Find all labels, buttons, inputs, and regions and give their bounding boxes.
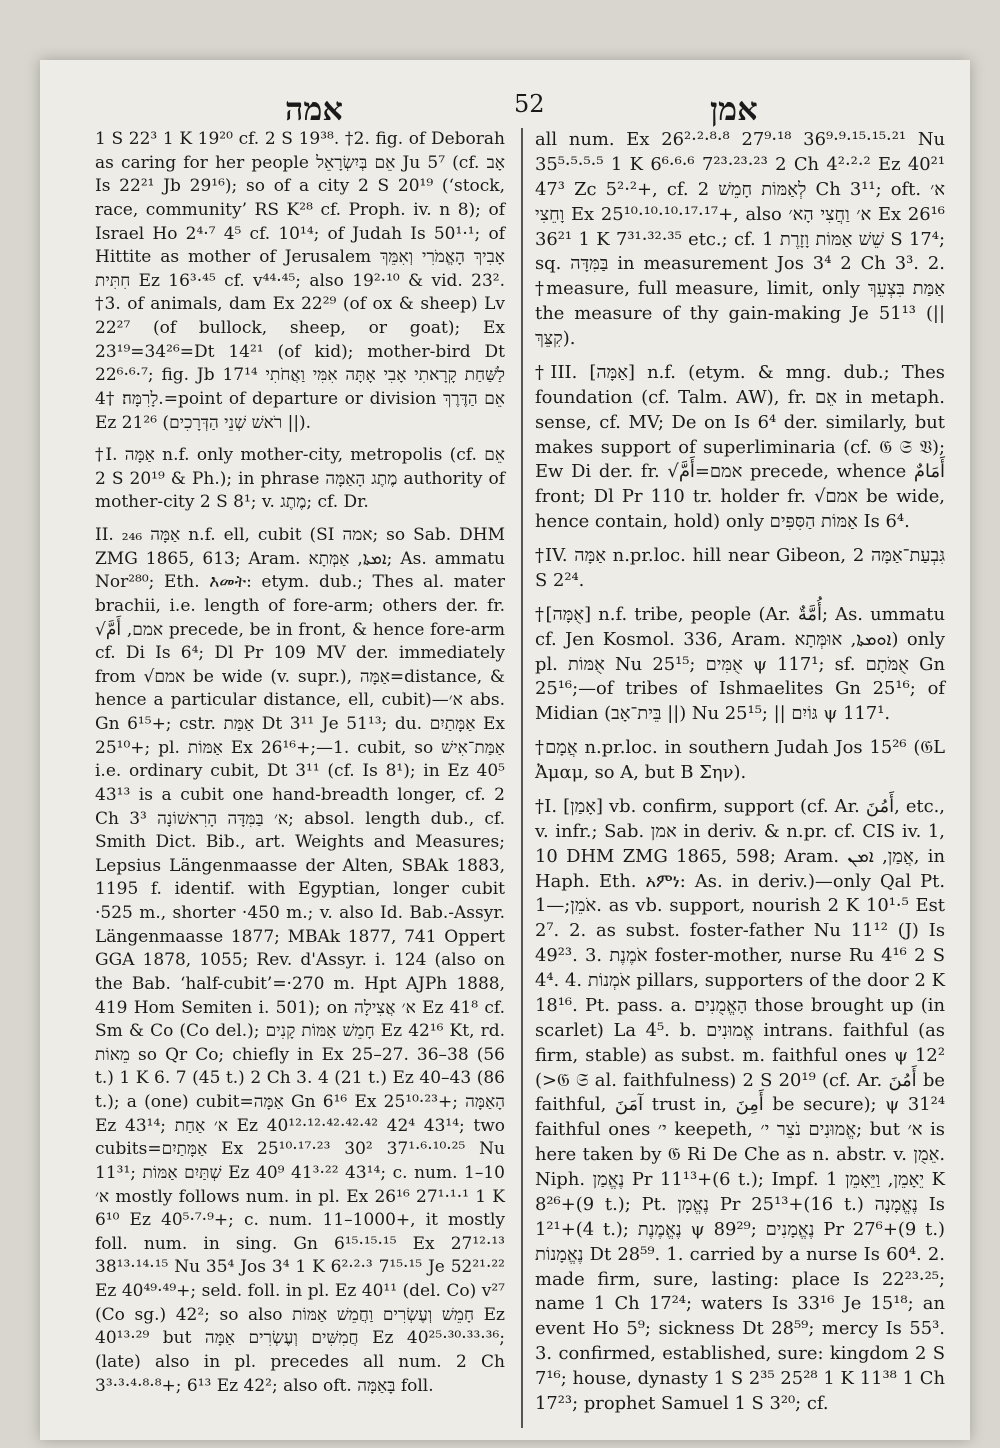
right-headword: אמן [710,90,758,128]
dictionary-page [40,60,970,1440]
entry-aman-verb: †I. [אָמַן] vb. confirm, support (cf. Ar. أَمُنَ, etc., v. infr.; Sab. אמן in deriv. & n.pr. cf. CIS iv. 1, 10 DHM ZMG 1865, 598; Aram. אֲמַן, ܐܡܢ, in Haph. Eth. አምነ: As. in deriv.)—only Qal Pt. אֹמֵן;—1. as vb. support, nourish 2 K 10¹·⁵ Est 2⁷. 2. as subst. foster-father Nu 11¹² (J) Is 49²³. 3. אֹמֶנֶת foster-mother, nurse Ru 4¹⁶ 2 S 4⁴. 4. אֹמְנוֹת pillars, supporters of the door 2 K 18¹⁶. Pt. pass. a. הָאֱמֻנִים those brought up (in scarlet) La 4⁵. b. אֱמוּנִים intrans. faithful (as firm, stable) as subst. m. faithful ones ψ 12² (>𝔊 𝔖 al. faithfulness) 2 S 20¹⁹ (cf. Ar. أَمُنَ be faithful, آمَنَ trust in, أَمِنَ be secure); ψ 31²⁴ faithful ones י׳ keepeth, אֱמוּנִים נֹצֵר י׳; but א׳ is here taken by 𝔊 Ri De Che as n. abstr. v. אֵמֻן. Niph. נֶאֱמַן Pr 11¹³+(6 t.); Impf. יֵאָמֵן, וַיֵּאָמֵן 1 K 8²⁶+(9 t.); Pt. נֶאֱמָן Pr 25¹³+(16 t.) נֶאֱמָנָה Is 1²¹+(4 t.); נֶאֱמֶנֶת ψ 89²⁹; נֶאֱמָנִים Pr 27⁶+(9 t.) נֶאֱמָנוֹת Dt 28⁵⁹. 1. carried by a nurse Is 60⁴. 2. made firm, sure, lasting: place Is 22²³·²⁵; name 1 Ch 17²⁴; waters Is 33¹⁶ Je 15¹⁸; an event Ho 5⁹; sickness Dt 28⁵⁹; mercy Is 55³. 3. confirmed, established, sure: kingdom 2 S 7¹⁶; house, dynasty 1 S 2³⁵ 25²⁸ 1 K 11³⁸ 1 Ch 17²³; prophet Samuel 1 S 3²⁰; cf. [535,795,946,1414]
right-entry-continuation: all num. Ex 26²·²·⁸·⁸ 27⁹·¹⁸ 36⁹·⁹·¹⁵·¹⁵·²¹ Nu 35⁵·⁵·⁵·⁵ 1 K 6⁶·⁶·⁶ 7²³·²³·²³ 2 Ch 4²·²·² Ez 40²¹ 47³ Zc 5²·²+, cf. לְאַמּוֹת חָמֵשׁ 2 Ch 3¹¹; oft. א׳ וָחֵצִי Ex 25¹⁰·¹⁰·¹⁰·¹⁷·¹⁷+, also א׳ וַחֲצִי הָא׳ Ex 26¹⁶ 36²¹ 1 K 7³¹·³²·³⁵ etc.; cf. שֵׁשׁ אַמּוֹת וָזָרֶת 1 S 17⁴; sq. בַּמִּדָּה in measurement Jos 3⁴ 2 Ch 3³. 2. †measure, full measure, limit, only אַמַּת בִּצְעֵךְ the measure of thy gain-making Je 51¹³ (|| קִצֵּךְ). [535,129,946,349]
entry-amah-foundation: †III. [אַמָּה] n.f. (etym. & mng. dub.; Thes foundation (cf. Talm. AW), fr. אֵם in metaph. sense, cf. MV; De on Is 6⁴ der. similarly, but makes support of superliminaria (cf. 𝔊 𝔖 𝔙); Ew Di der. fr. √אמם=أَمَّ precede, whence أَمَامٌ front; Dl Pr 110 tr. holder fr. √אמם be wide, hence contain, hold) only אַמּוֹת הַסִּפִּים Is 6⁴. [535,361,946,533]
column-divider [521,128,523,1428]
entry-amah-place: †IV. אַמָּה n.pr.loc. hill near Gibeon, גִּבְעַת־אַמָּה 2 S 2²⁴. [535,545,946,591]
entry-amah-cubit: II. אַמָּה ₂₄₆ n.f. ell, cubit (SI אמה; so Sab. DHM ZMG 1865, 613; Aram. ܐܡܬܐ, אַמְּתָא; As. ammatu Nor²⁸⁰; Eth. እመት: etym. dub.; Thes al. mater brachii, i.e. length of fore-arm; others der. fr. √אמם, أَمَّ precede, be in front, & hence fore-arm cf. Di Is 6⁴; Dl Pr 109 MV der. immediately from √אמם be wide (v. supr.), אַמָּה=distance, & hence a particular distance, ell, cubit)—א׳ abs. Gn 6¹⁵+; cstr. אַמַּת Dt 3¹¹ Je 51¹³; du. אַמָּתַיִם Ex 25¹⁰+; pl. אַמּוֹת Ex 26¹⁶+;—1. cubit, so אַמַּת־אִישׁ i.e. ordinary cubit, Dt 3¹¹ (cf. Is 8¹); in Ez 40⁵ 43¹³ is a cubit one hand-breadth longer, cf. 2 Ch 3³ א׳ בַּמִּדָּה הָרִאשׁוֹנָה; absol. length dub., cf. Smith Dict. Bib., art. Weights and Measures; Lepsius Längenmaasse der Alten, SBAk 1883, 1195 f. identif. with Egyptian, longer cubit ·525 m., shorter ·450 m.; v. also Id. Bab.-Assyr. Längenmaasse 1877; MBAk 1877, 741 Oppert GGA 1878, 1055; Rev. d'Assyr. i. 124 (also on the Bab. ‘half-cubit’=·270 m. Hpt AJPh 1888, 419 Hom Semiten i. 501); on א׳ אֲצִילָה Ez 41⁸ cf. Sm & Co (Co del.); חָמֵשׁ אַמּוֹת קָנִים Ez 42¹⁶ Kt, rd. מֵאוֹת so Qr Co; chiefly in Ex 25–27. 36–38 (56 t.) 1 K 6. 7 (45 t.) 2 Ch 3. 4 (21 t.) Ez 40–43 (86 t.); a (one) cubit=אַמָּה Gn 6¹⁶ Ex 25¹⁰·²³+; הָאַמָּה Ez 43¹⁴; א׳ אַחַת Ez 40¹²·¹²·⁴²·⁴²·⁴² 42⁴ 43¹⁴; two cubits=אַמָּתַיִם Ex 25¹⁰·¹⁷·²³ 30² 37¹·⁶·¹⁰·²⁵ Nu 11³¹; שְׁתַּיִם אַמּוֹת Ez 40⁹ 41³·²² 43¹⁴; c. num. 1–10 א׳ mostly follows num. in pl. Ex 26¹⁶ 27¹·¹·¹ 1 K 6¹⁰ Ez 40⁵·⁷·⁹+; c. num. 11–1000+, it mostly foll. num. in sing. Gn 6¹⁵·¹⁵·¹⁵ Ex 27¹²·¹³ 38¹³·¹⁴·¹⁵ Nu 35⁴ Jos 3⁴ 1 K 6²·²·³ 7¹⁵·¹⁵ Je 52²¹·²² Ez 40⁴⁹·⁴⁹+; seld. foll. in pl. Ez 40¹¹ (del. Co) v²⁷ (Co sg.) 42²; so also חָמֵשׁ וְעֶשְׂרִים וַחֲמֵשׁ אַמּוֹת Ez 40¹³·²⁹ but חֲמִשִּׁים וְעֶשְׂרִים אַמָּה Ez 40²⁵·³⁰·³³·³⁶; (late) also in pl. precedes all num. 2 Ch 3³·³·⁴·⁸·⁸+; 6¹³ Ez 42²; also oft. בָּאַמָּה foll. [95,525,506,1396]
right-column [535,128,945,1417]
left-entry-continuation: 1 S 22³ 1 K 19²⁰ cf. 2 S 19³⁸. †2. fig. of Deborah as caring for her people אֵם בְּיִשְׂרָאֵל Ju 5⁷ (cf. אָב Is 22²¹ Jb 29¹⁶); so of a city 2 S 20¹⁹ (‘stock, race, community’ RS K²⁸ cf. Proph. iv. n 8); of Israel Ho 2⁴·⁷ 4⁵ cf. 10¹⁴; of Judah Is 50¹·¹; of Hittite as mother of Jerusalem אָבִיךְ הָאֱמֹרִי וְאִמֵּךְ חִתִּית Ez 16³·⁴⁵ cf. v⁴⁴·⁴⁵; also 19²·¹⁰ & vid. 23². †3. of animals, dam Ex 22²⁹ (of ox & sheep) Lv 22²⁷ (of bullock, sheep, or goat); Ex 23¹⁹=34²⁶=Dt 14²¹ (of kid); mother-bird Dt 22⁶·⁶·⁷; fig. Jb 17¹⁴ לַשַּׁחַת קָרָאתִי אָבִי אָתָּה אִמִּי וַאֲחֹתִי לָרִמָּה׃ †4.=point of departure or division אֵם הַדֶּרֶךְ Ez 21²⁶ (רֹאשׁ שְׁנֵי הַדְּרָכִים ||). [95,129,506,433]
left-headword: אמה [285,90,343,128]
page-number: 52 [514,90,545,118]
entry-amah-mother-city: †I. אַמָּה n.f. only mother-city, metropolis (cf. אֵם 2 S 20¹⁹ & Ph.); in phrase מֶתֶג הָאַמָּה authority of mother-city 2 S 8¹; v. מֶתֶג; cf. Dr. [95,445,506,513]
left-column [95,128,505,1398]
entry-amam-place: †אֲמָם n.pr.loc. in southern Judah Jos 15²⁶ (𝔊L Ἀμαμ, so A, but B Σην). [535,737,946,783]
entry-ummah-tribe: †[אֻמָּה] n.f. tribe, people (Ar. أُمَّةٌ; As. ummatu cf. Jen Kosmol. 336, Aram. ܐܘܡܬܐ, אוּמְּתָא) only pl. אֻמּוֹת Nu 25¹⁵; אֻמִּים ψ 117¹; sf. אֻמֹּתָם Gn 25¹⁶;—of tribes of Ishmaelites Gn 25¹⁶; of Midian (בֵּית־אָב ||) Nu 25¹⁵; || גּוֹיִם ψ 117¹. [535,603,945,725]
